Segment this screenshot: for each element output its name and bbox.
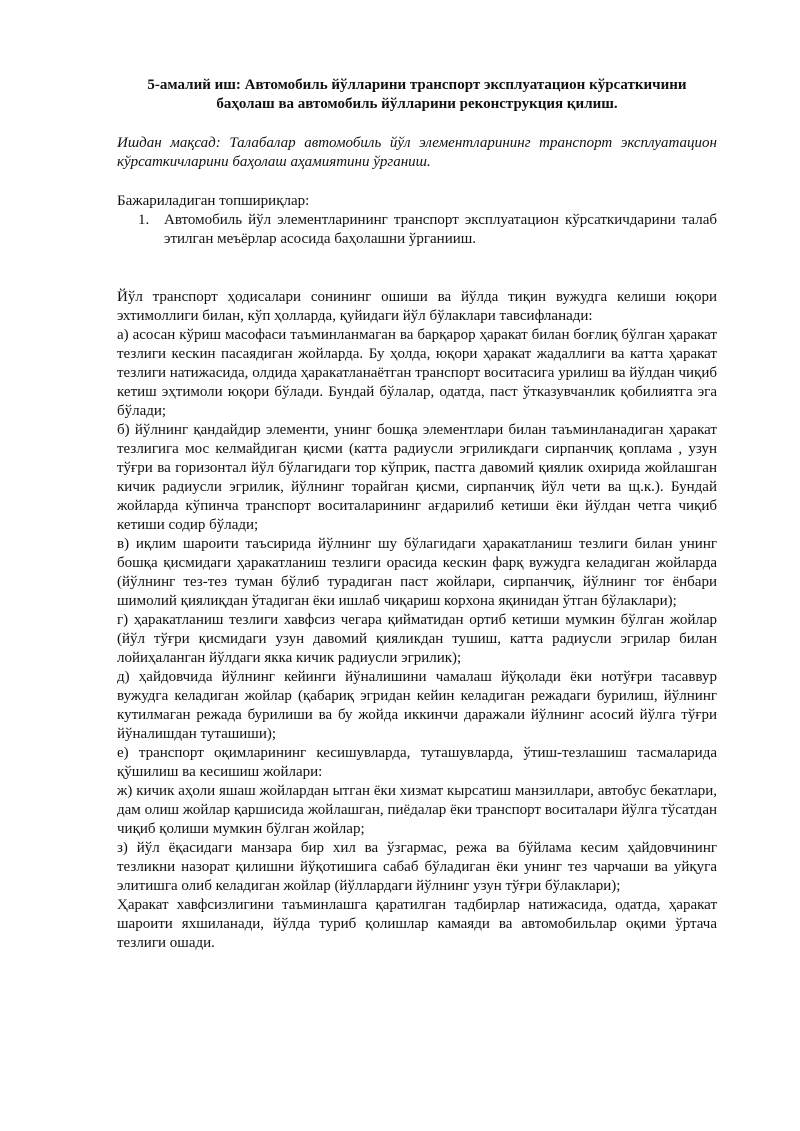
page-title (117, 76, 717, 114)
paragraph-z: з) йўл ёқасидаги манзара бир хил ва ўзгармас, режа ва бўйлама кесим ҳайдовчининг тезликни назорат қилишни йўқотишига сабаб бўладиган ёки унинг тез чарчаши ва уйқуга элитишга олиб келадиган жойлар (йўллардаги йўлнинг узун тўғри бўлаклари); (117, 840, 717, 894)
title-line-2: баҳолаш ва автомобиль йўлларини реконструкция қилиш. (216, 96, 618, 112)
paragraph-a: а) асосан кўриш масофаси таъминланмаган ва барқарор ҳаракат билан боғлиқ бўлган ҳаракат тезлиги кескин пасаядиган жойларда. Бу ҳолда, юқори ҳаракат жадаллиги ва катта ҳаракат тезлиги натижасида, олдида ҳаракатланаётган транспорт воситасига урилиш ва йўлдан чиқиб кетиш эҳтимоли юқори бўлади. Бундай бўлалар, одатда, паст ўтказувчанлик қобилиятга эга бўлади; (117, 327, 717, 419)
paragraph-zh: ж) кичик аҳоли яшаш жойлардан ытган ёки хизмат кырсатиш манзиллари, автобус бекатлари, дам олиш жойлар қаршисида жойлашган, пиёдалар ёки транспорт воситалари йўлга тўсатдан чиқиб қолиши мумкин бўлган жойлар; (117, 783, 717, 837)
tasks-heading: Бажариладиган топшириқлар: (117, 193, 310, 209)
paragraph-d: д) ҳайдовчида йўлнинг кейинги йўналишини чамалаш йўқолади ёки нотўғри тасаввур вужудга келадиган жойлар (қабариқ эгридан кейин келадиган режадаги бурилиш, йўлнинг кутилмаган режада бурилиши ва бу жойда иккинчи даражали йўлнинг асосий йўлга тўғри йўналишдан туташиши); (117, 669, 717, 742)
paragraph-g: г) ҳаракатланиш тезлиги хавфсиз чегара қийматидан ортиб кетиши мумкин бўлган жойлар (йўл тўғри қисмидаги узун давомий қияликдан тушиш, катта радиусли эгрилар билан лойиҳаланган йўлдаги якка кичик радиусли эгрилик); (117, 612, 717, 666)
paragraph-conclusion: Ҳаракат хавфсизлигини таъминлашга қаратилган тадбирлар натижасида, одатда, ҳаракат шароити яхшиланади, йўлда туриб қолишлар камаяди ва автомобильлар оқими ўртача тезлиги ошади. (117, 897, 717, 951)
goal-statement: Ишдан мақсад: Талабалар автомобиль йўл элементларининг транспорт эксплуатацион кўрсаткичларини баҳолаш аҳамиятини ўрганиш. (117, 135, 717, 170)
paragraph-intro: Йўл транспорт ҳодисалари сонининг ошиши ва йўлда тиқин вужудга келиши юқори эхтимоллиги билан, кўп ҳолларда, қуйидаги йўл бўлаклари тавсифланади: (117, 289, 717, 324)
task-list (117, 211, 717, 249)
paragraph-v: в) иқлим шароити таъсирида йўлнинг шу бўлагидаги ҳаракатланиш тезлиги билан унинг бошқа қисмидаги ҳаракатланиш тезлиги орасида кескин фарқ вужудга келадиган жойларда (йўлнинг тез-тез туман бўлиб турадиган паст жойлари, сирпанчиқ, йўлнинг тоғ ёнбари шимолий қиялиқдан ўтадиган ёки ишлаб чиқариш корхона яқинидан ўтган бўлаклари); (117, 536, 717, 609)
paragraph-b: б) йўлнинг қандайдир элементи, унинг бошқа элементлари билан таъминланадиган ҳаракат тезлигига мос келмайдиган қисми (катта радиусли эгриликдаги сирпанчиқ қоплама , узун тўғри ва горизонтал йўл бўлагидаги тор кўприк, пастга давомий қиялик охирида жойлашган кичик радиусли эгрилик, йўлнинг торайган қисми, сирпанчиқ йўл чети ва щ.к.). Бундай жойларда кўпинча транспорт воситаларининг ағдарилиб кетиши ёки йўлдан четга чиқиб кетиши содир бўлади; (117, 422, 717, 533)
task-number: 1. (138, 212, 150, 228)
task-item (117, 211, 717, 249)
title-line-1: 5-амалий иш: Автомобиль йўлларини транспорт эксплуатацион кўрсаткичини (147, 77, 687, 93)
paragraph-e: е) транспорт оқимларининг кесишувларда, туташувларда, ўтиш-тезлашиш тасмаларида қўшилиш ва кесишиш жойлари: (117, 745, 717, 780)
task-text: Автомобиль йўл элементларининг транспорт эксплуатацион кўрсаткичдарини талаб этилган меъёрлар асосида баҳолашни ўрганииш. (164, 212, 717, 247)
body-text (117, 288, 717, 953)
